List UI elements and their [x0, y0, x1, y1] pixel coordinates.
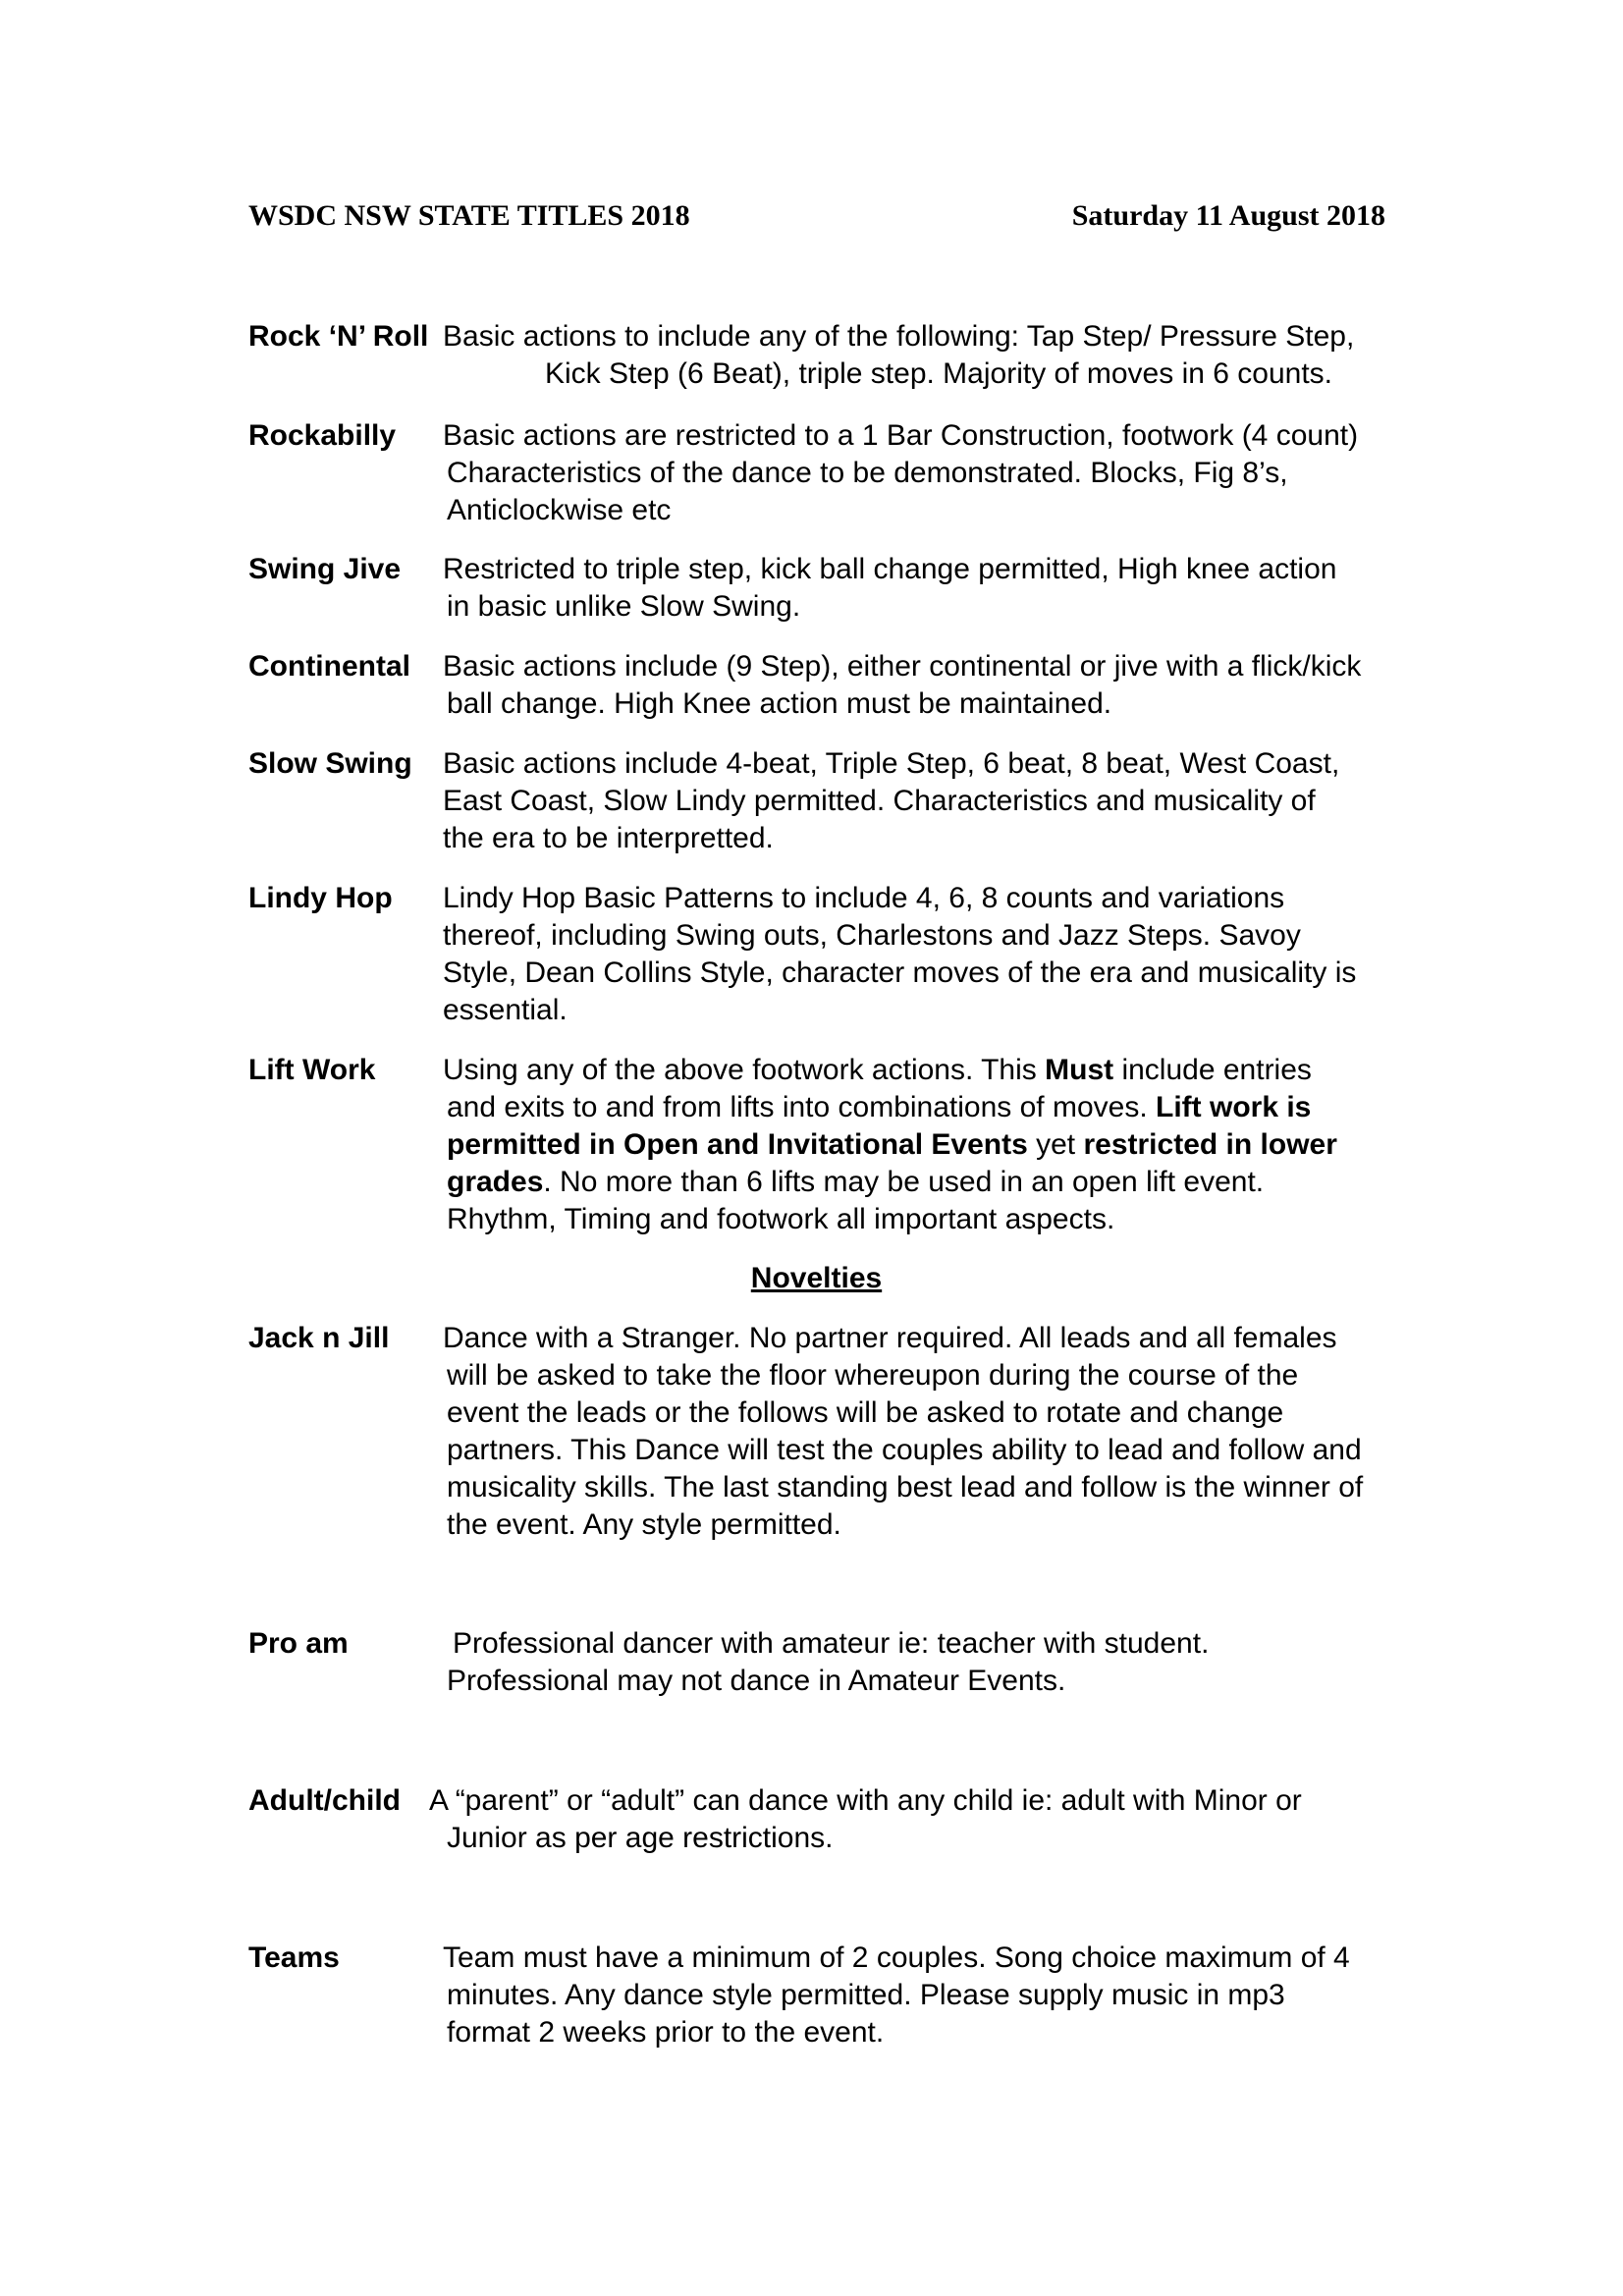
section-heading-novelties: Novelties	[750, 1262, 883, 1294]
header-title: WSDC NSW STATE TITLES 2018	[248, 199, 690, 232]
term-continental: Continental	[248, 650, 410, 683]
definition-line	[447, 1089, 1311, 1126]
term-jack-n-jill: Jack n Jill	[248, 1322, 390, 1354]
term-lindy-hop: Lindy Hop	[248, 882, 393, 914]
term-adult-child: Adult/child	[248, 1784, 401, 1817]
text-run: yet	[1027, 1128, 1084, 1161]
definition-line: partners. This Dance will test the couples ability to lead and follow and	[447, 1434, 1362, 1466]
definition-line: Junior as per age restrictions.	[447, 1822, 834, 1854]
definition-line: Basic actions include (9 Step), either continental or jive with a flick/kick	[443, 650, 1362, 683]
text-run-bold: grades	[447, 1166, 544, 1198]
text-run: and exits to and from lifts into combinations of moves.	[447, 1091, 1157, 1123]
definition-line: East Coast, Slow Lindy permitted. Characteristics and musicality of	[443, 785, 1316, 817]
definition-line: event the leads or the follows will be asked to rotate and change	[447, 1396, 1284, 1429]
definition-line: musicality skills. The last standing best lead and follow is the winner of	[447, 1471, 1364, 1503]
definition-line: Style, Dean Collins Style, character moves of the era and musicality is	[443, 957, 1357, 989]
text-run: include entries	[1113, 1054, 1312, 1086]
term-pro-am: Pro am	[248, 1627, 349, 1660]
text-run: Using any of the above footwork actions. This	[443, 1054, 1046, 1086]
definition-line	[447, 1164, 1264, 1201]
term-slow-swing: Slow Swing	[248, 747, 412, 780]
definition-line	[447, 1201, 1114, 1238]
definition-line: A “parent” or “adult” can dance with any child ie: adult with Minor or	[429, 1784, 1302, 1817]
definition-line: Kick Step (6 Beat), triple step. Majority of moves in 6 counts.	[545, 357, 1333, 390]
definition-line: Basic actions include 4-beat, Triple Step, 6 beat, 8 beat, West Coast,	[443, 747, 1340, 780]
definition-line: essential.	[443, 994, 568, 1026]
definition-line: Basic actions are restricted to a 1 Bar Construction, footwork (4 count)	[443, 419, 1359, 452]
definition-line: Basic actions to include any of the following: Tap Step/ Pressure Step,	[443, 320, 1355, 353]
definition-line: Characteristics of the dance to be demonstrated. Blocks, Fig 8’s,	[447, 457, 1288, 489]
term-teams: Teams	[248, 1941, 340, 1974]
definition-line: Team must have a minimum of 2 couples. Song choice maximum of 4	[443, 1941, 1350, 1974]
header-date: Saturday 11 August 2018	[1071, 199, 1385, 232]
text-run-bold: Lift work is	[1156, 1091, 1312, 1123]
term-rockabilly: Rockabilly	[248, 419, 397, 452]
term-lift-work: Lift Work	[248, 1054, 376, 1086]
definition-line: Restricted to triple step, kick ball change permitted, High knee action	[443, 553, 1337, 585]
definition-line	[443, 1052, 1312, 1089]
definition-line: minutes. Any dance style permitted. Please supply music in mp3	[447, 1979, 1285, 2011]
text-run-bold: permitted in Open and Invitational Events	[447, 1128, 1028, 1161]
definition-line: Anticlockwise etc	[447, 494, 672, 526]
definition-line: the era to be interpretted.	[443, 822, 774, 854]
definition-line: Professional may not dance in Amateur Events.	[447, 1665, 1066, 1697]
term-swing-jive: Swing Jive	[248, 553, 402, 585]
definition-line: thereof, including Swing outs, Charlestons and Jazz Steps. Savoy	[443, 919, 1301, 952]
definition-line: the event. Any style permitted.	[447, 1508, 841, 1541]
text-run: Rhythm, Timing and footwork all important aspects.	[447, 1203, 1115, 1235]
definition-line: in basic unlike Slow Swing.	[447, 590, 801, 623]
definition-line: Professional dancer with amateur ie: teacher with student.	[453, 1627, 1210, 1660]
text-run-bold: restricted in lower	[1083, 1128, 1337, 1161]
term-rock-n-roll: Rock ‘N’ Roll	[248, 320, 429, 353]
text-run: . No more than 6 lifts may be used in an open lift event.	[543, 1166, 1265, 1198]
definition-line: format 2 weeks prior to the event.	[447, 2016, 885, 2049]
definition-line: ball change. High Knee action must be maintained.	[447, 687, 1112, 720]
definition-line: Lindy Hop Basic Patterns to include 4, 6, 8 counts and variations	[443, 882, 1285, 914]
definition-line: Dance with a Stranger. No partner required. All leads and all females	[443, 1322, 1337, 1354]
definition-line: will be asked to take the floor whereupon during the course of the	[447, 1359, 1299, 1392]
definition-line	[447, 1126, 1337, 1164]
text-run-bold: Must	[1045, 1054, 1114, 1086]
